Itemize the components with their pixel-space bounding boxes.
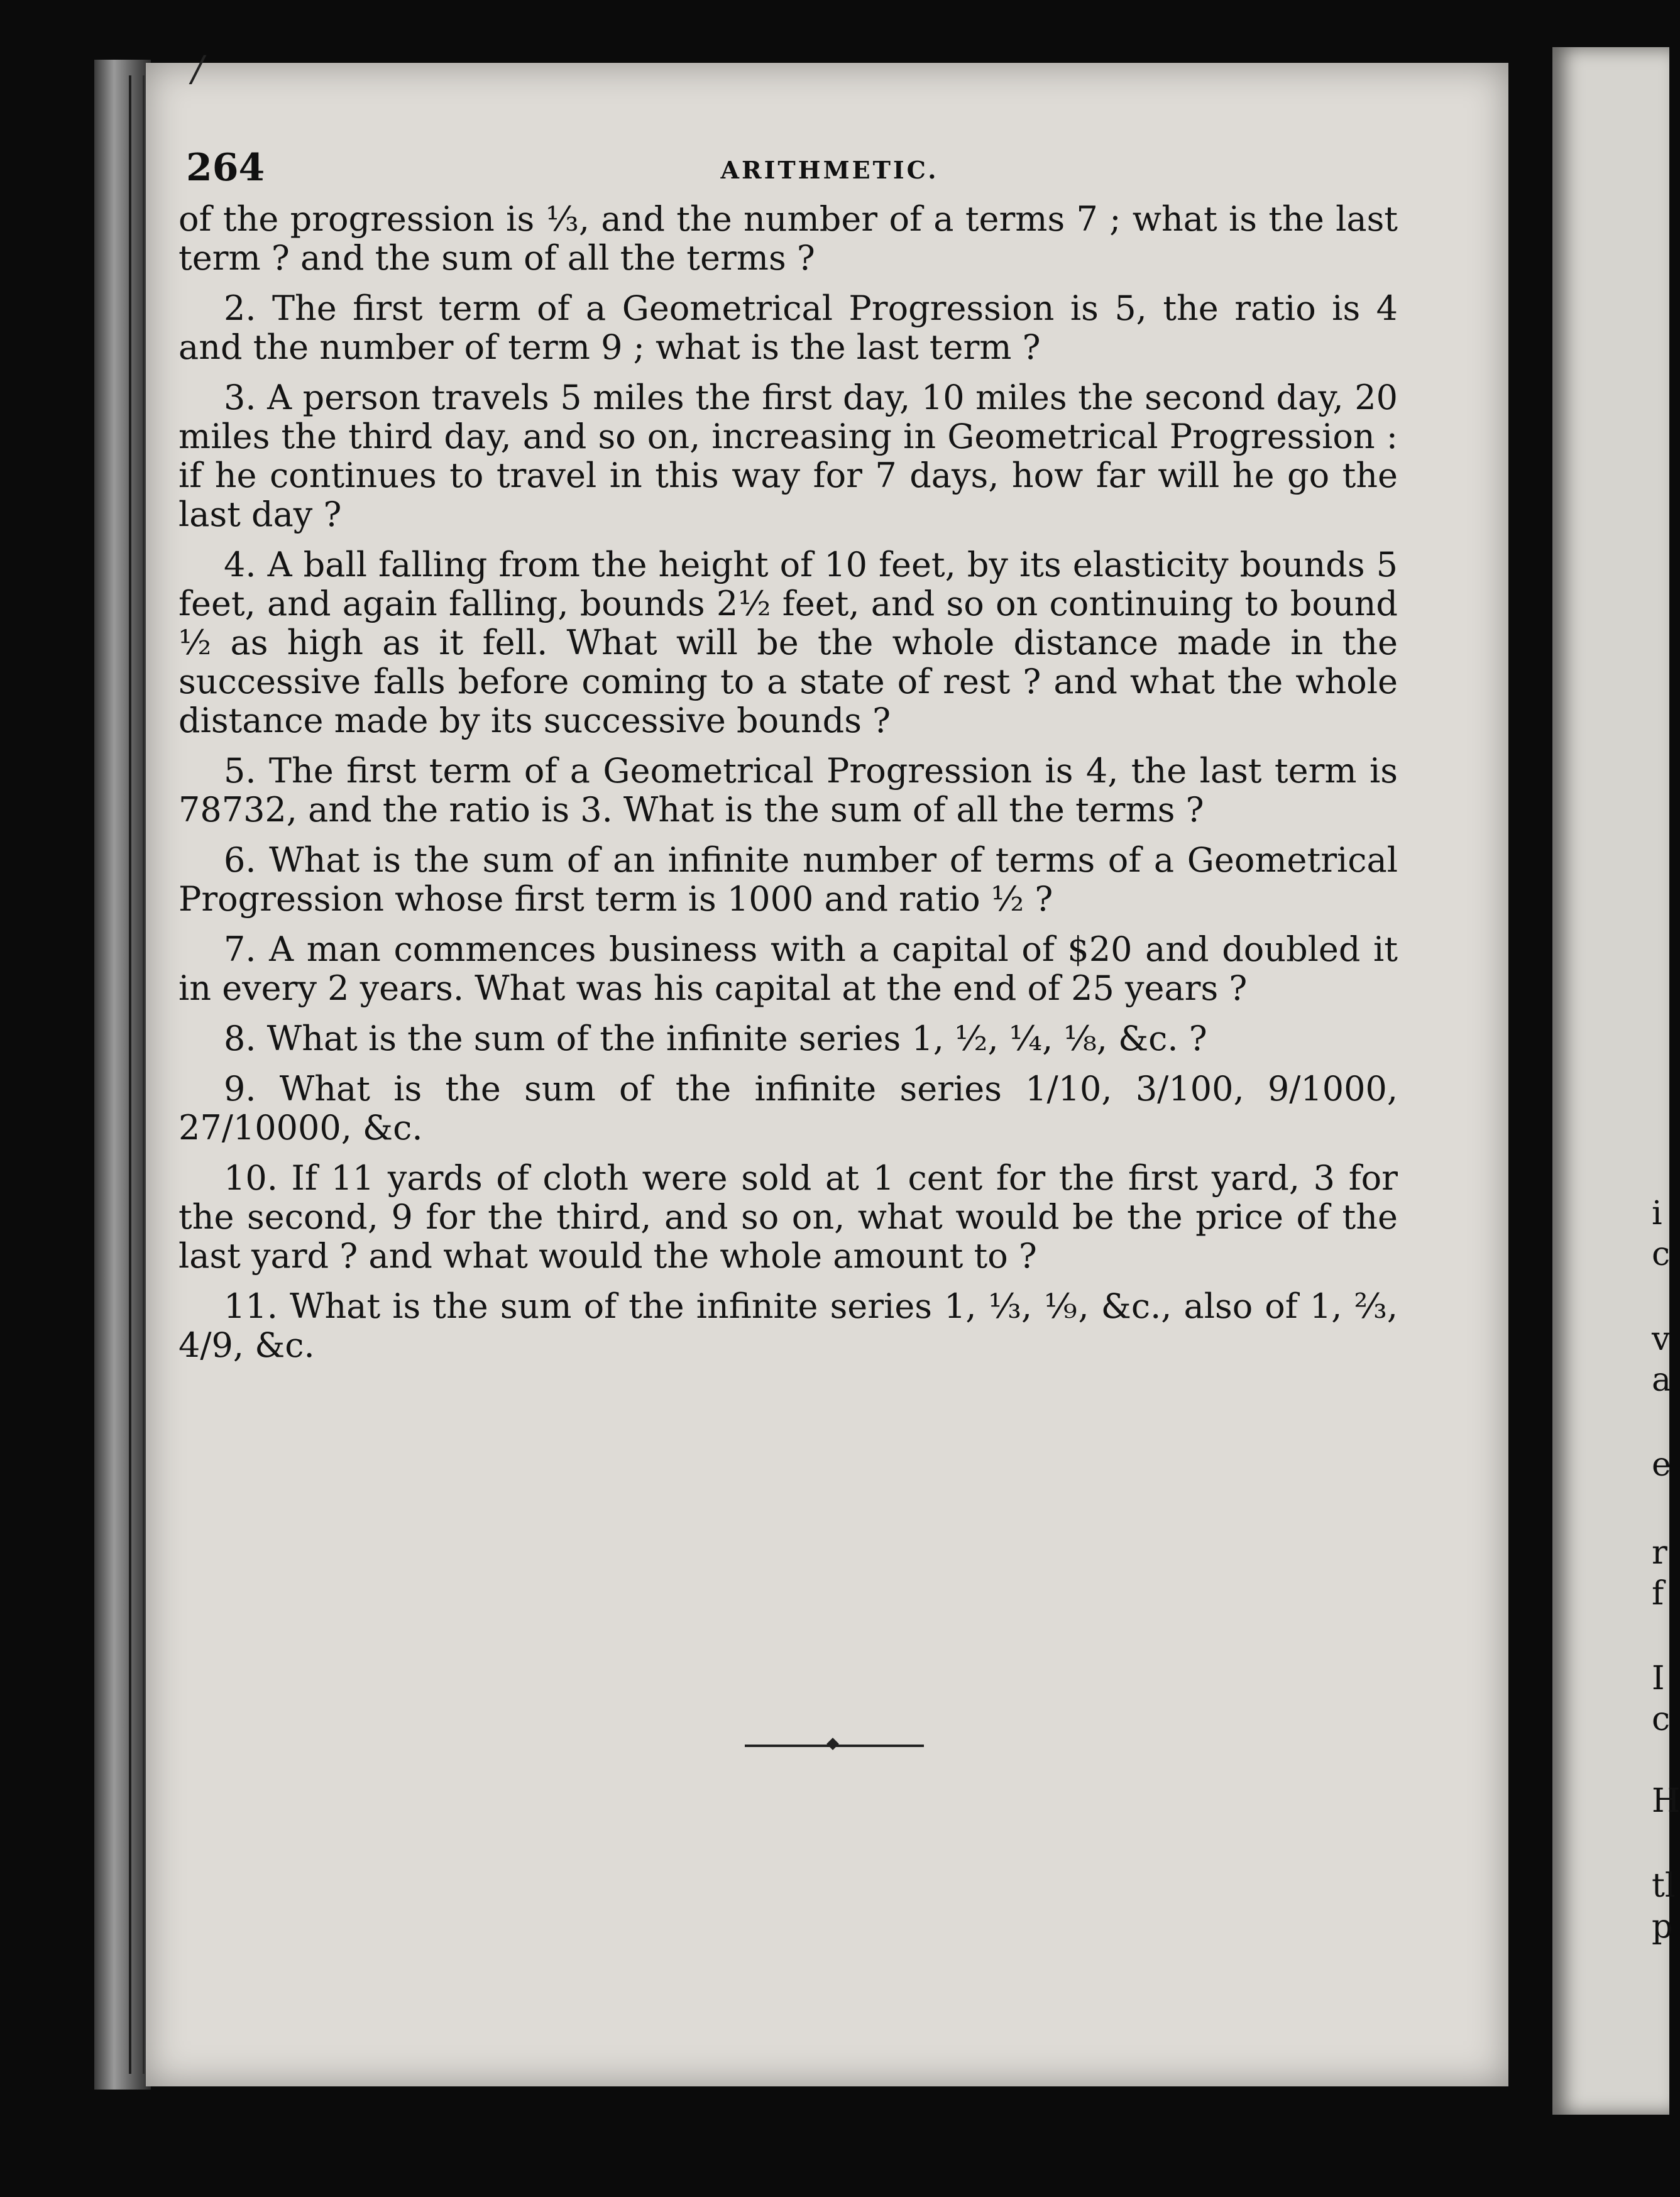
exercise-3: 3. A person travels 5 miles the first day, 10 miles the second day, 20 miles the third day, and so on, increasing in Geometrical Progression : if he continues to travel in this way for 7 days, how far will he go the last day ? — [178, 378, 1398, 534]
page-number: 264 — [186, 146, 265, 190]
exercise-7: 7. A man commences business with a capital of $20 and doubled it in every 2 years. What was his capital at the end of 25 years ? — [178, 929, 1398, 1008]
page-body — [178, 200, 1398, 1376]
paragraph-continuation: of the progression is ⅓, and the number of a terms 7 ; what is the last term ? and the sum of all the terms ? — [178, 199, 1398, 278]
exercise-10: 10. If 11 yards of cloth were sold at 1 cent for the first yard, 3 for the second, 9 for the third, and so on, what would be the price of the last yard ? and what would the whole amount to ? — [178, 1158, 1398, 1276]
edge-letter: f — [1652, 1575, 1664, 1613]
edge-letter: a — [1652, 1361, 1672, 1399]
edge-letter: v — [1652, 1320, 1671, 1358]
exercise-6: 6. What is the sum of an infinite number of terms of a Geometrical Progression whose first term is 1000 and ratio ½ ? — [178, 840, 1398, 919]
binding-edge-lines — [129, 75, 145, 2074]
edge-letter: tl — [1652, 1867, 1676, 1905]
exercise-8: 8. What is the sum of the infinite series 1, ½, ¼, ⅛, &c. ? — [224, 1019, 1207, 1058]
pencil-mark: / — [192, 49, 204, 90]
exercise-9: 9. What is the sum of the infinite series 1/10, 3/100, 9/1000, 27/10000, &c. — [178, 1069, 1398, 1148]
edge-letter: I — [1652, 1660, 1665, 1697]
edge-letter: H — [1652, 1782, 1680, 1820]
exercise-11: 11. What is the sum of the infinite series 1, ⅓, ⅑, &c., also of 1, ⅔, 4/9, &c. — [178, 1286, 1398, 1365]
edge-letter: p — [1652, 1908, 1673, 1946]
exercise-2: 2. The first term of a Geometrical Progression is 5, the ratio is 4 and the number of term 9 ; what is the last term ? — [178, 288, 1398, 367]
next-page-edge — [1552, 47, 1680, 2115]
running-head: ARITHMETIC. — [720, 156, 939, 184]
edge-letter: e — [1652, 1446, 1671, 1484]
exercise-5: 5. The first term of a Geometrical Progression is 4, the last term is 78732, and the ratio is 3. What is the sum of all the terms ? — [178, 751, 1398, 830]
exercise-4: 4. A ball falling from the height of 10 feet, by its elasticity bounds 5 feet, and again falling, bounds 2½ feet, and so on continuing to bound ½ as high as it fell. What will be the whole distance made in the successive falls before coming to a state of rest ? and what the whole distance made by its successive bounds ? — [178, 545, 1398, 740]
edge-letter: c — [1652, 1235, 1671, 1273]
edge-letter: i — [1652, 1195, 1662, 1232]
edge-letter: c — [1652, 1701, 1671, 1738]
edge-letter: r — [1652, 1534, 1667, 1572]
